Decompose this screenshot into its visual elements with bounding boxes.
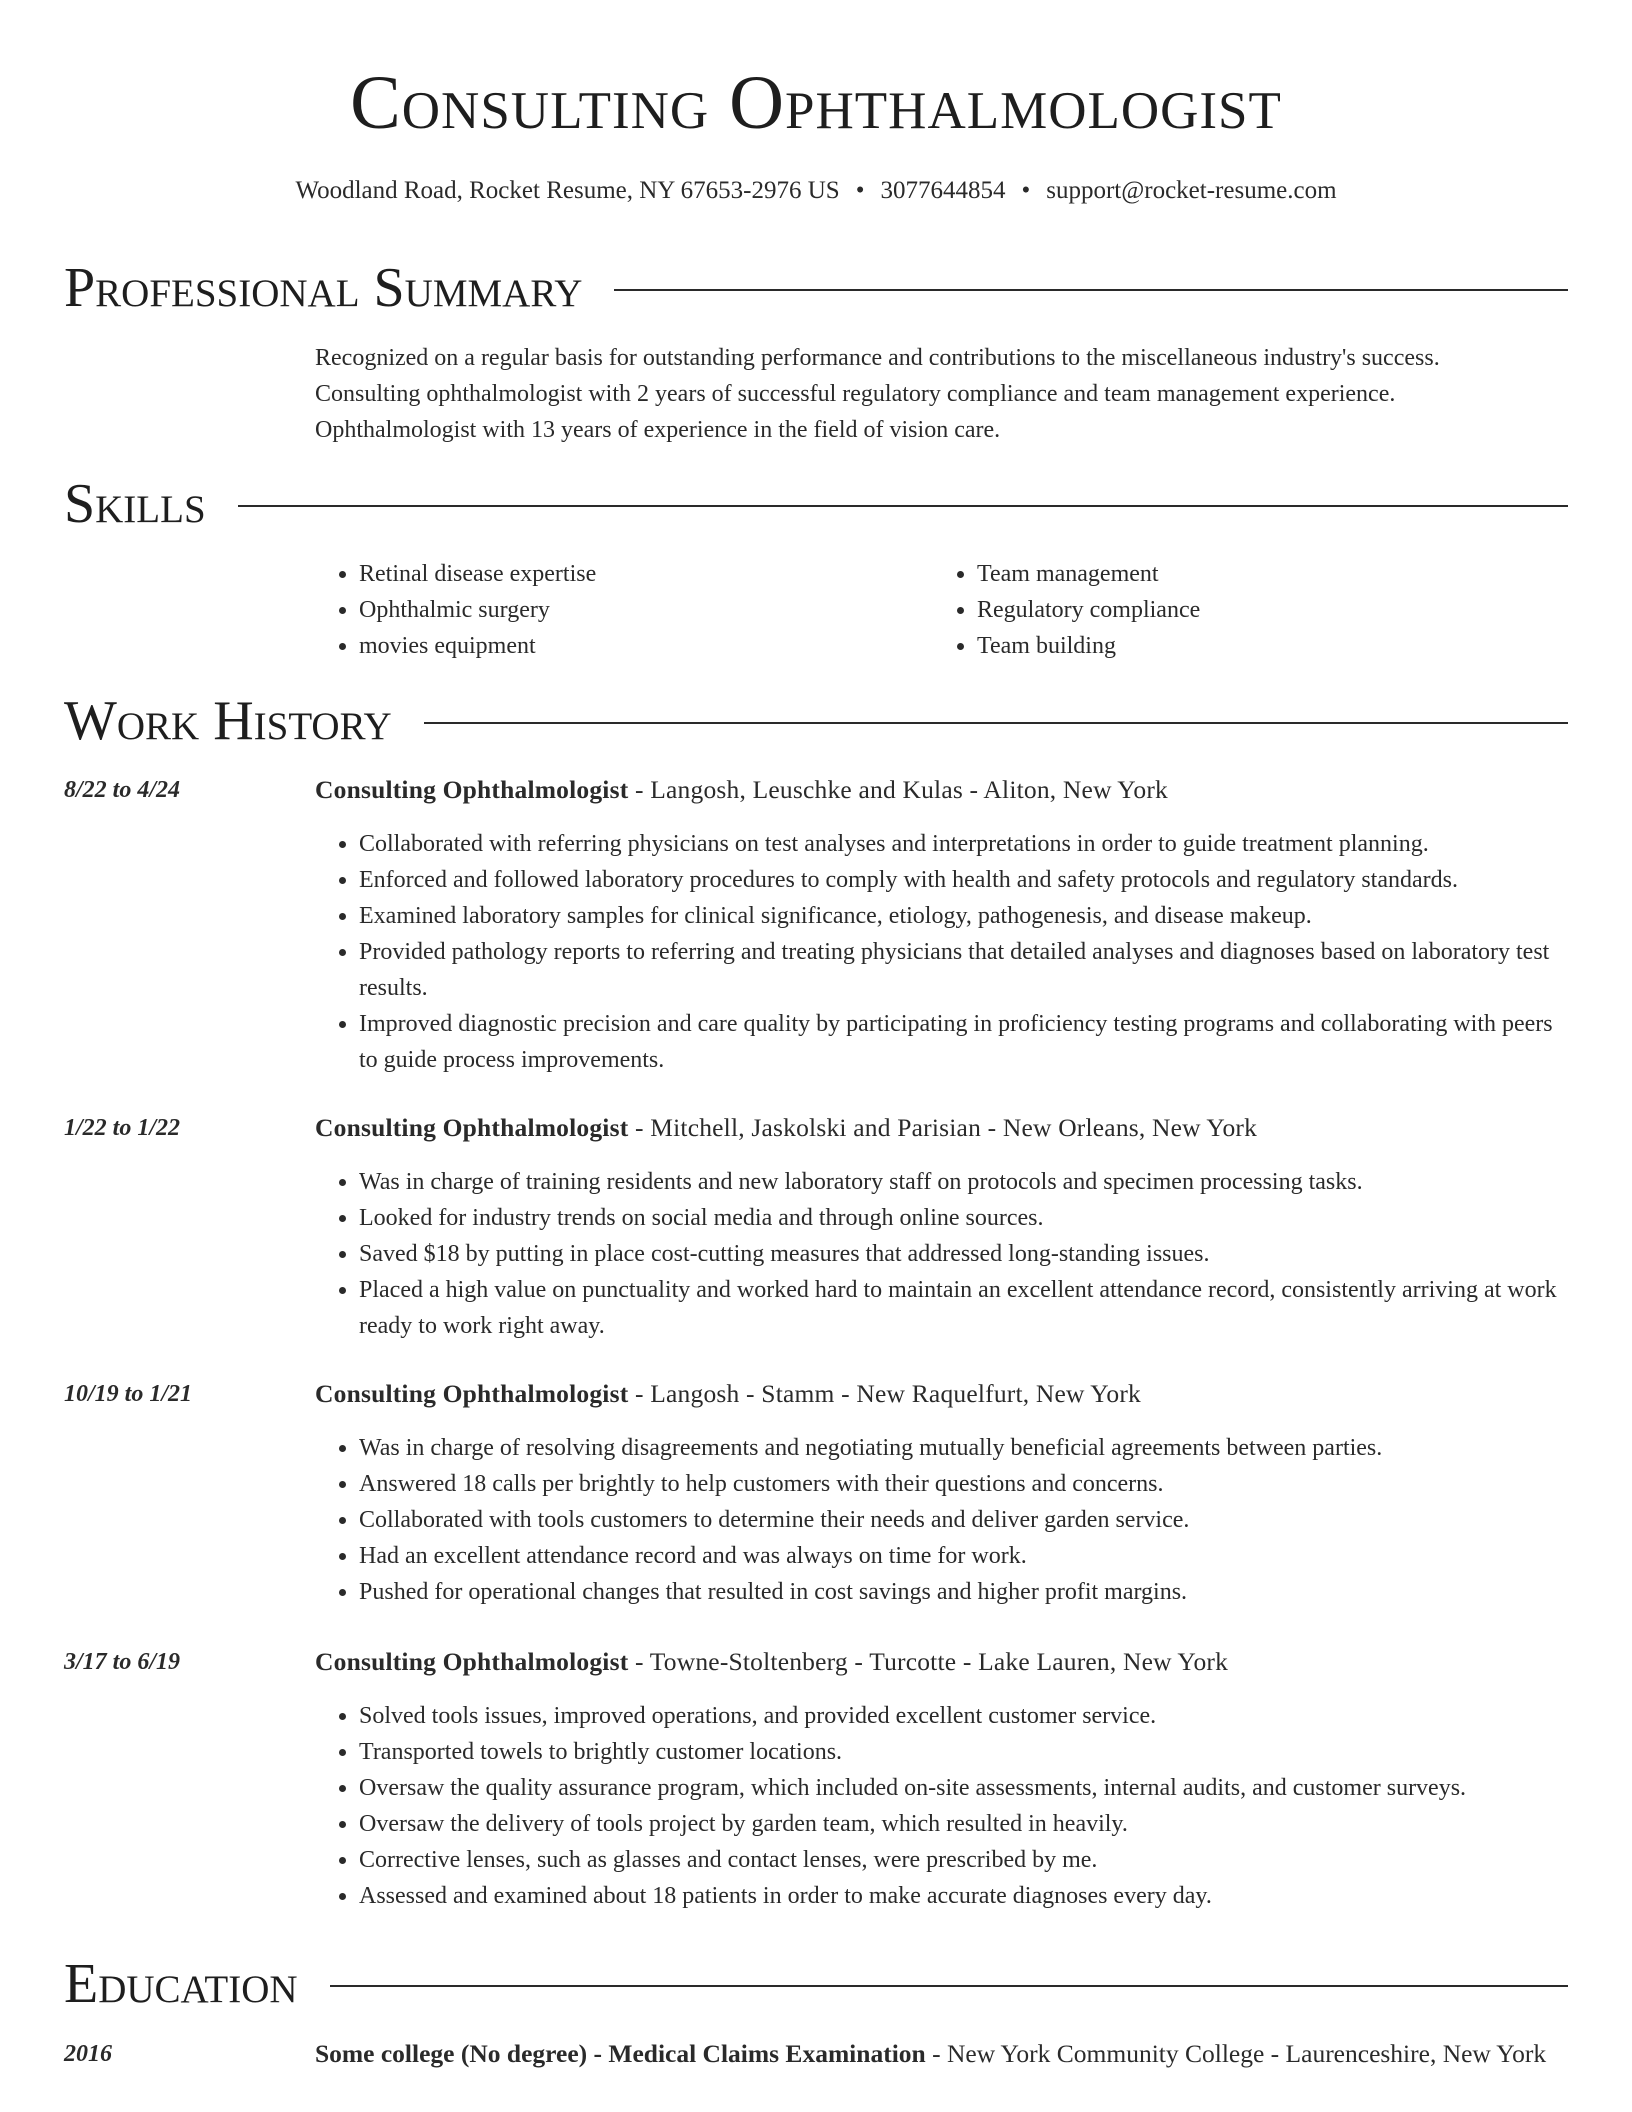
contact-line: [0, 174, 1632, 208]
job-bullet: • Placed a high value on punctuality and worked hard to maintain an excellent attendance record, consistently arriving at work ready to work right away.: [359, 1272, 1568, 1344]
skills-section-title: Skills: [64, 473, 206, 535]
summary-line: Consulting ophthalmologist with 2 years of successful regulatory compliance and team management experience.: [315, 381, 1396, 407]
skills-list: [315, 556, 1568, 664]
contact-email: support@rocket-resume.com: [1046, 177, 1337, 204]
job-bullet: • Was in charge of training residents and new laboratory staff on protocols and specimen processing tasks.: [359, 1164, 1568, 1200]
job-bullet: • Was in charge of resolving disagreements and negotiating mutually beneficial agreements between parties.: [359, 1430, 1568, 1466]
job-bullet: • Answered 18 calls per brightly to help customers with their questions and concerns.: [359, 1466, 1568, 1502]
job-entry: [64, 1376, 1568, 1610]
section-divider: [330, 1985, 1568, 1987]
skills-section-header: [64, 472, 1568, 536]
skill-item: • Ophthalmic surgery: [359, 592, 933, 628]
summary-text: [315, 340, 1568, 448]
skills-column-right: [933, 556, 1551, 664]
job-bullet: • Had an excellent attendance record and was always on time for work.: [359, 1538, 1568, 1574]
job-dates: 3/17 to 6/19: [64, 1649, 181, 1675]
summary-line: Recognized on a regular basis for outstanding performance and contributions to the miscellaneous industry's success.: [315, 345, 1440, 371]
job-entry: [64, 1644, 1568, 1914]
contact-phone: 3077644854: [880, 177, 1006, 204]
education-year: 2016: [64, 2041, 112, 2067]
job-role: Consulting Ophthalmologist: [315, 775, 629, 804]
resume-name: Consulting Ophthalmologist: [350, 61, 1282, 145]
job-bullet: • Corrective lenses, such as glasses and contact lenses, were prescribed by me.: [359, 1842, 1568, 1878]
job-details: - Mitchell, Jaskolski and Parisian - New Orleans, New York: [628, 1113, 1258, 1142]
job-bullets: [315, 1698, 1568, 1914]
job-bullet: • Assessed and examined about 18 patients in order to make accurate diagnoses every day.: [359, 1878, 1568, 1914]
job-heading: [315, 1376, 1141, 1412]
job-bullet: • Solved tools issues, improved operations, and provided excellent customer service.: [359, 1698, 1568, 1734]
job-bullet: • Provided pathology reports to referring and treating physicians that detailed analyses and diagnoses based on laboratory test results.: [359, 934, 1568, 1006]
job-heading: [315, 1644, 1228, 1680]
contact-separator: •: [1021, 177, 1031, 204]
education-section-header: [64, 1952, 1568, 2016]
job-bullet: • Saved $18 by putting in place cost-cutting measures that addressed long-standing issues.: [359, 1236, 1568, 1272]
job-role: Consulting Ophthalmologist: [315, 1379, 629, 1408]
job-entry: [64, 772, 1568, 1078]
job-details: - Langosh - Stamm - New Raquelfurt, New York: [628, 1379, 1141, 1408]
job-details: - Langosh, Leuschke and Kulas - Aliton, New York: [628, 775, 1168, 804]
job-role: Consulting Ophthalmologist: [315, 1647, 629, 1676]
job-bullet: • Oversaw the delivery of tools project by garden team, which resulted in heavily.: [359, 1806, 1568, 1842]
job-dates: 1/22 to 1/22: [64, 1115, 181, 1141]
work-section-header: [64, 689, 1568, 753]
skill-item: • Retinal disease expertise: [359, 556, 933, 592]
job-heading: [315, 772, 1168, 808]
job-bullet: • Collaborated with referring physicians on test analyses and interpretations in order to guide treatment planning.: [359, 826, 1568, 862]
job-bullet: • Oversaw the quality assurance program, which included on-site assessments, internal audits, and customer surveys.: [359, 1770, 1568, 1806]
job-bullet: • Looked for industry trends on social media and through online sources.: [359, 1200, 1568, 1236]
job-entry: [64, 1110, 1568, 1344]
job-heading: [315, 1110, 1257, 1146]
job-bullets: [315, 1164, 1568, 1344]
skill-item: • Regulatory compliance: [977, 592, 1551, 628]
work-section-title: Work History: [64, 690, 392, 752]
education-school: - New York Community College - Laurenceshire, New York: [925, 2039, 1547, 2068]
section-divider: [238, 505, 1568, 507]
job-bullet: • Enforced and followed laboratory procedures to comply with health and safety protocols and regulatory standards.: [359, 862, 1568, 898]
contact-separator: •: [855, 177, 865, 204]
job-role: Consulting Ophthalmologist: [315, 1113, 629, 1142]
contact-address: Woodland Road, Rocket Resume, NY 67653-2976 US: [295, 177, 840, 204]
section-divider: [614, 289, 1568, 291]
section-divider: [424, 722, 1568, 724]
job-bullet: • Collaborated with tools customers to determine their needs and deliver garden service.: [359, 1502, 1568, 1538]
education-details: [315, 2036, 1568, 2072]
job-bullet: • Examined laboratory samples for clinical significance, etiology, pathogenesis, and disease makeup.: [359, 898, 1568, 934]
skill-item: • movies equipment: [359, 628, 933, 664]
job-bullet: • Improved diagnostic precision and care quality by participating in proficiency testing programs and collaborating with peers to guide process improvements.: [359, 1006, 1568, 1078]
job-bullets: [315, 1430, 1568, 1610]
skill-item: • Team building: [977, 628, 1551, 664]
summary-section-header: [64, 256, 1568, 320]
education-entry: [64, 2036, 1568, 2072]
education-section-title: Education: [64, 1953, 298, 2015]
job-dates: 8/22 to 4/24: [64, 777, 181, 803]
job-bullets: [315, 826, 1568, 1078]
summary-section-title: Professional Summary: [64, 257, 583, 319]
skill-item: • Team management: [977, 556, 1551, 592]
job-dates: 10/19 to 1/21: [64, 1381, 193, 1407]
job-details: - Towne-Stoltenberg - Turcotte - Lake Lauren, New York: [628, 1647, 1229, 1676]
job-bullet: • Transported towels to brightly customer locations.: [359, 1734, 1568, 1770]
skills-column-left: [315, 556, 933, 664]
job-bullet: • Pushed for operational changes that resulted in cost savings and higher profit margins.: [359, 1574, 1568, 1610]
education-degree: Some college (No degree) - Medical Claims Examination: [315, 2039, 926, 2068]
summary-line: Ophthalmologist with 13 years of experience in the field of vision care.: [315, 417, 1001, 443]
